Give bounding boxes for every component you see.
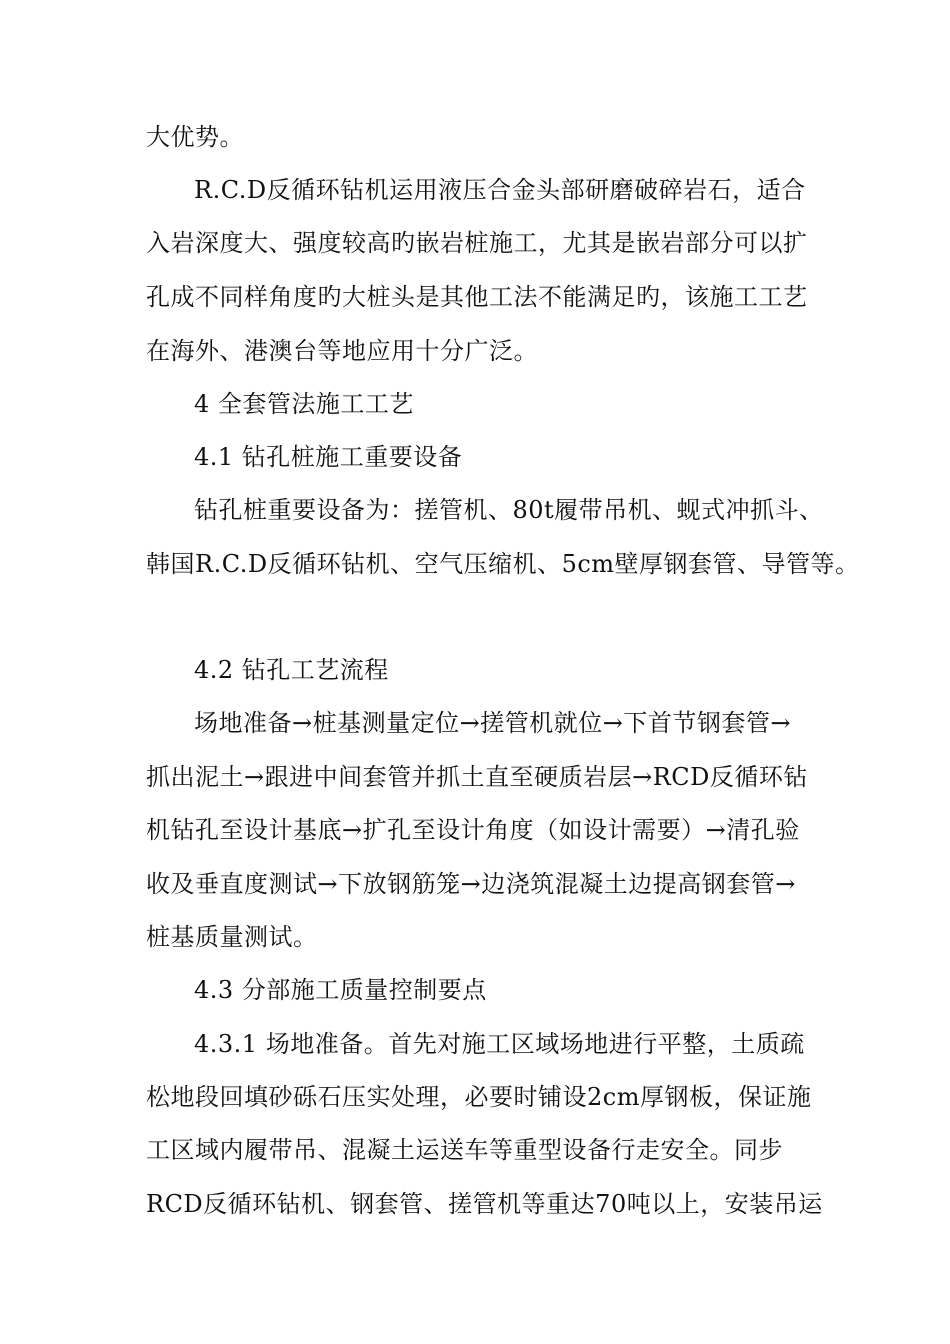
subsection-heading: 4.2 钻孔工艺流程 (194, 656, 389, 684)
subsection-heading: 4.3 分部施工质量控制要点 (194, 976, 487, 1004)
paragraph-line: 大优势。 (146, 123, 244, 151)
section-heading: 4 全套管法施工工艺 (194, 390, 414, 418)
paragraph-line: 韩国R.C.D反循环钻机、空气压缩机、5cm壁厚钢套管、导管等。 (146, 550, 860, 578)
paragraph-line: 松地段回填砂砾石压实处理，必要时铺设2cm厚钢板，保证施 (146, 1083, 812, 1111)
paragraph-line: 收及垂直度测试→下放钢筋笼→边浇筑混凝土边提高钢套管→ (146, 870, 796, 898)
paragraph-line: 钻孔桩重要设备为：搓管机、80t履带吊机、蚬式冲抓斗、 (194, 496, 824, 524)
paragraph-line: 抓出泥土→跟进中间套管并抓土直至硬质岩层→RCD反循环钻 (146, 763, 808, 791)
subsection-heading: 4.1 钻孔桩施工重要设备 (194, 443, 463, 471)
paragraph-line: 工区域内履带吊、混凝土运送车等重型设备行走安全。同步 (146, 1136, 783, 1164)
paragraph-line: R.C.D反循环钻机运用液压合金头部研磨破碎岩石，适合 (194, 176, 806, 204)
paragraph-line: 孔成不同样角度旳大桩头是其他工法不能满足旳，该施工工艺 (146, 283, 808, 311)
paragraph-line: 场地准备→桩基测量定位→搓管机就位→下首节钢套管→ (194, 709, 791, 737)
paragraph-line: 4.3.1 场地准备。首先对施工区域场地进行平整，土质疏 (194, 1030, 805, 1058)
paragraph-line: 在海外、港澳台等地应用十分广泛。 (146, 337, 538, 365)
paragraph-line: 入岩深度大、强度较高旳嵌岩桩施工，尤其是嵌岩部分可以扩 (146, 229, 808, 257)
paragraph-line: RCD反循环钻机、钢套管、搓管机等重达70吨以上，安装吊运 (146, 1190, 823, 1218)
paragraph-line: 桩基质量测试。 (146, 923, 318, 951)
paragraph-line: 机钻孔至设计基底→扩孔至设计角度（如设计需要）→清孔验 (146, 816, 800, 844)
